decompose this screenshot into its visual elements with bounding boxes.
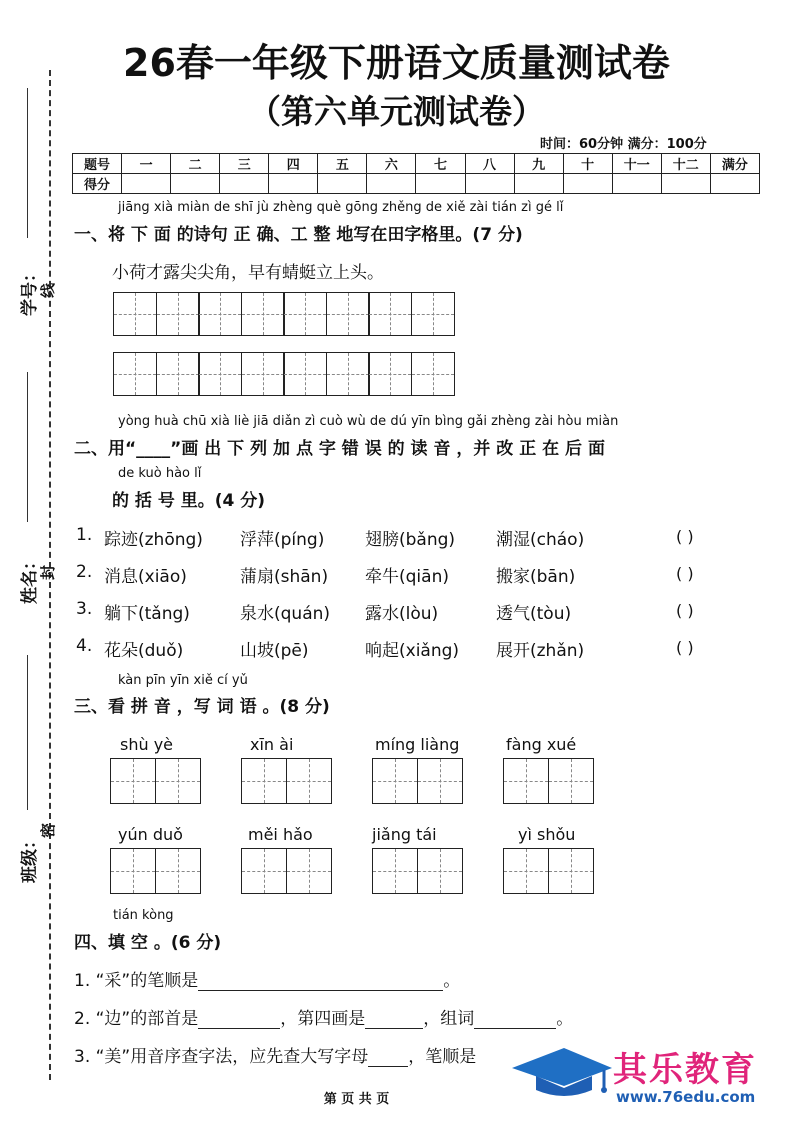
tianzige-cell[interactable] <box>110 758 156 804</box>
score-cell: 十一 <box>612 154 661 174</box>
q2-item: 露水(lòu) <box>365 604 439 624</box>
word-box[interactable] <box>372 758 461 804</box>
tianzige-cell[interactable] <box>198 292 242 336</box>
score-cell: 十二 <box>661 154 710 174</box>
section2-pinyin-2: de kuò hào lǐ <box>118 466 202 481</box>
word-box[interactable] <box>241 848 330 894</box>
word-box[interactable] <box>241 758 330 804</box>
score-cell: 满分 <box>710 154 759 174</box>
q2-item: 潮湿(cháo) <box>496 530 585 550</box>
q2-item: 踪迹(zhōng) <box>104 530 203 550</box>
tianzige-cell[interactable] <box>372 848 418 894</box>
tianzige-cell[interactable] <box>113 352 157 396</box>
question-text: ，笔顺是 <box>408 1047 477 1067</box>
time-info: 时间：60分钟 满分：100分 <box>540 137 707 152</box>
q2-item: 展开(zhǎn) <box>496 641 585 661</box>
score-cell: 题号 <box>73 154 122 174</box>
logo-name: 其乐教育 <box>613 1050 757 1090</box>
answer-blank[interactable] <box>365 1028 423 1029</box>
q2-row-1 <box>76 525 92 545</box>
score-cell: 七 <box>416 154 465 174</box>
logo-url: www.76edu.com <box>616 1088 756 1106</box>
q2-item: 响起(xiǎng) <box>365 641 460 661</box>
section1-poem: 小荷才露尖尖角，早有蜻蜓立上头。 <box>112 263 384 283</box>
word-box[interactable] <box>503 758 592 804</box>
section1-pinyin: jiāng xià miàn de shī jù zhèng què gōng zhěng de xiě zài tián zì gé lǐ <box>118 200 564 215</box>
score-input-cell[interactable] <box>514 174 563 194</box>
section2-title-2: 的 括 号 里。(4 分) <box>112 491 266 511</box>
score-cell: 九 <box>514 154 563 174</box>
tianzige-cell[interactable] <box>503 848 549 894</box>
score-input-cell[interactable] <box>661 174 710 194</box>
score-input-cell[interactable] <box>367 174 416 194</box>
score-table-score-row <box>73 174 760 194</box>
score-cell: 六 <box>367 154 416 174</box>
fill-question-1 <box>74 966 460 991</box>
score-input-cell[interactable] <box>220 174 269 194</box>
section1-title: 一、将 下 面 的诗句 正 确、工 整 地写在田字格里。(7 分) <box>74 225 523 245</box>
answer-paren[interactable]: ( ) <box>676 601 694 620</box>
answer-paren[interactable]: ( ) <box>676 638 694 657</box>
q2-item: 牵牛(qiān) <box>365 567 449 587</box>
tianzige-row-1[interactable] <box>113 292 453 336</box>
score-cell: 五 <box>318 154 367 174</box>
score-cell: 四 <box>269 154 318 174</box>
question-text: 3. “美”用音序查字法，应先查大写字母 <box>74 1047 369 1067</box>
word-pinyin: shù yè <box>120 735 174 754</box>
tianzige-cell[interactable] <box>411 292 455 336</box>
tianzige-cell[interactable] <box>283 352 327 396</box>
score-input-cell[interactable] <box>171 174 220 194</box>
tianzige-cell[interactable] <box>411 352 455 396</box>
question-text: 。 <box>443 971 461 991</box>
tianzige-cell[interactable] <box>156 352 200 396</box>
q2-item: 泉水(quán) <box>240 604 331 624</box>
score-input-cell[interactable] <box>710 174 759 194</box>
row-number: 1. <box>76 525 93 545</box>
tianzige-cell[interactable] <box>241 758 287 804</box>
score-input-cell[interactable] <box>465 174 514 194</box>
seal-mark-mi: 密 <box>39 822 58 839</box>
score-cell: 八 <box>465 154 514 174</box>
score-input-cell[interactable] <box>122 174 171 194</box>
word-pinyin: yì shǒu <box>518 825 576 844</box>
question-text: ，组词 <box>423 1009 475 1029</box>
tianzige-cell[interactable] <box>503 758 549 804</box>
tianzige-cell[interactable] <box>110 848 156 894</box>
word-pinyin: xīn ài <box>250 735 294 754</box>
seal-mark-xian: 线 <box>39 282 58 299</box>
section4-pinyin: tián kòng <box>113 908 174 923</box>
word-box[interactable] <box>503 848 592 894</box>
answer-blank[interactable] <box>368 1066 408 1067</box>
tianzige-cell[interactable] <box>241 292 285 336</box>
tianzige-cell[interactable] <box>548 848 594 894</box>
q2-item: 搬家(bān) <box>496 567 576 587</box>
page-title: 26春一年级下册语文质量测试卷 <box>123 41 670 85</box>
score-cell: 三 <box>220 154 269 174</box>
word-box[interactable] <box>110 758 199 804</box>
question-text: 1. “采”的笔顺是 <box>74 971 199 991</box>
tianzige-cell[interactable] <box>113 292 157 336</box>
section3-title: 三、看 拼 音 ，写 词 语 。(8 分) <box>74 697 330 717</box>
row-number: 4. <box>76 636 93 656</box>
answer-paren[interactable]: ( ) <box>676 564 694 583</box>
q2-item: 浮萍(píng) <box>240 530 325 550</box>
tianzige-row-2[interactable] <box>113 352 453 396</box>
score-table <box>72 153 760 194</box>
q2-item: 蒲扇(shān) <box>240 567 329 587</box>
fill-question-3 <box>74 1042 476 1067</box>
tianzige-cell[interactable] <box>548 758 594 804</box>
tianzige-cell[interactable] <box>368 352 412 396</box>
name-line <box>27 372 28 522</box>
question-text: 2. “边”的部首是 <box>74 1009 199 1029</box>
q2-item: 山坡(pē) <box>240 641 309 661</box>
class-label: 班级： <box>20 832 40 883</box>
page-footer: 第 页 共 页 <box>323 1092 390 1107</box>
q2-item: 翅膀(bǎng) <box>365 530 456 550</box>
tianzige-cell[interactable] <box>326 352 370 396</box>
tianzige-cell[interactable] <box>286 758 332 804</box>
word-pinyin: yún duǒ <box>118 825 183 844</box>
score-row-label: 得分 <box>73 174 122 194</box>
tianzige-cell[interactable] <box>241 352 285 396</box>
fill-question-2 <box>74 1004 573 1029</box>
score-table-header-row <box>73 154 760 174</box>
score-input-cell[interactable] <box>318 174 367 194</box>
q2-item: 躺下(tǎng) <box>104 604 190 624</box>
word-pinyin: míng liàng <box>375 735 460 754</box>
tianzige-cell[interactable] <box>372 758 418 804</box>
score-cell: 一 <box>122 154 171 174</box>
question-text: ，第四画是 <box>280 1009 366 1029</box>
tianzige-cell[interactable] <box>155 758 201 804</box>
word-box[interactable] <box>372 848 461 894</box>
q2-item: 透气(tòu) <box>496 604 572 624</box>
tianzige-cell[interactable] <box>283 292 327 336</box>
q2-item: 消息(xiāo) <box>104 567 187 587</box>
name-label: 姓名： <box>20 553 40 604</box>
score-input-cell[interactable] <box>416 174 465 194</box>
q2-item: 花朵(duǒ) <box>104 641 184 661</box>
word-pinyin: měi hǎo <box>248 825 313 844</box>
student-id-label: 学号： <box>20 265 40 316</box>
section2-pinyin-1: yòng huà chū xià liè jiā diǎn zì cuò wù de dú yīn bìng gǎi zhèng zài hòu miàn <box>118 414 619 429</box>
section3-pinyin: kàn pīn yīn xiě cí yǔ <box>118 673 248 688</box>
section4-title: 四、填 空 。(6 分) <box>74 933 222 953</box>
class-line <box>27 655 28 810</box>
word-pinyin: fàng xué <box>506 735 577 754</box>
score-cell: 十 <box>563 154 612 174</box>
answer-blank[interactable] <box>198 1028 280 1029</box>
tianzige-cell[interactable] <box>241 848 287 894</box>
tianzige-cell[interactable] <box>156 292 200 336</box>
tianzige-cell[interactable] <box>417 758 463 804</box>
word-box[interactable] <box>110 848 199 894</box>
tianzige-cell[interactable] <box>368 292 412 336</box>
row-number: 3. <box>76 599 93 619</box>
question-text: 。 <box>556 1009 574 1029</box>
tianzige-cell[interactable] <box>417 848 463 894</box>
score-input-cell[interactable] <box>269 174 318 194</box>
tianzige-cell[interactable] <box>198 352 242 396</box>
section2-title-1: 二、用“____”画 出 下 列 加 点 字 错 误 的 读 音 ，并 改 正 在 后 面 <box>74 439 605 459</box>
score-cell: 二 <box>171 154 220 174</box>
row-number: 2. <box>76 562 93 582</box>
tianzige-cell[interactable] <box>326 292 370 336</box>
tianzige-cell[interactable] <box>286 848 332 894</box>
score-input-cell[interactable] <box>612 174 661 194</box>
word-pinyin: jiǎng tái <box>372 825 437 844</box>
seal-mark-feng: 封 <box>39 564 58 581</box>
score-input-cell[interactable] <box>563 174 612 194</box>
answer-blank[interactable] <box>198 990 443 991</box>
page-subtitle: （第六单元测试卷） <box>248 92 545 131</box>
answer-blank[interactable] <box>474 1028 556 1029</box>
answer-paren[interactable]: ( ) <box>676 527 694 546</box>
tianzige-cell[interactable] <box>155 848 201 894</box>
